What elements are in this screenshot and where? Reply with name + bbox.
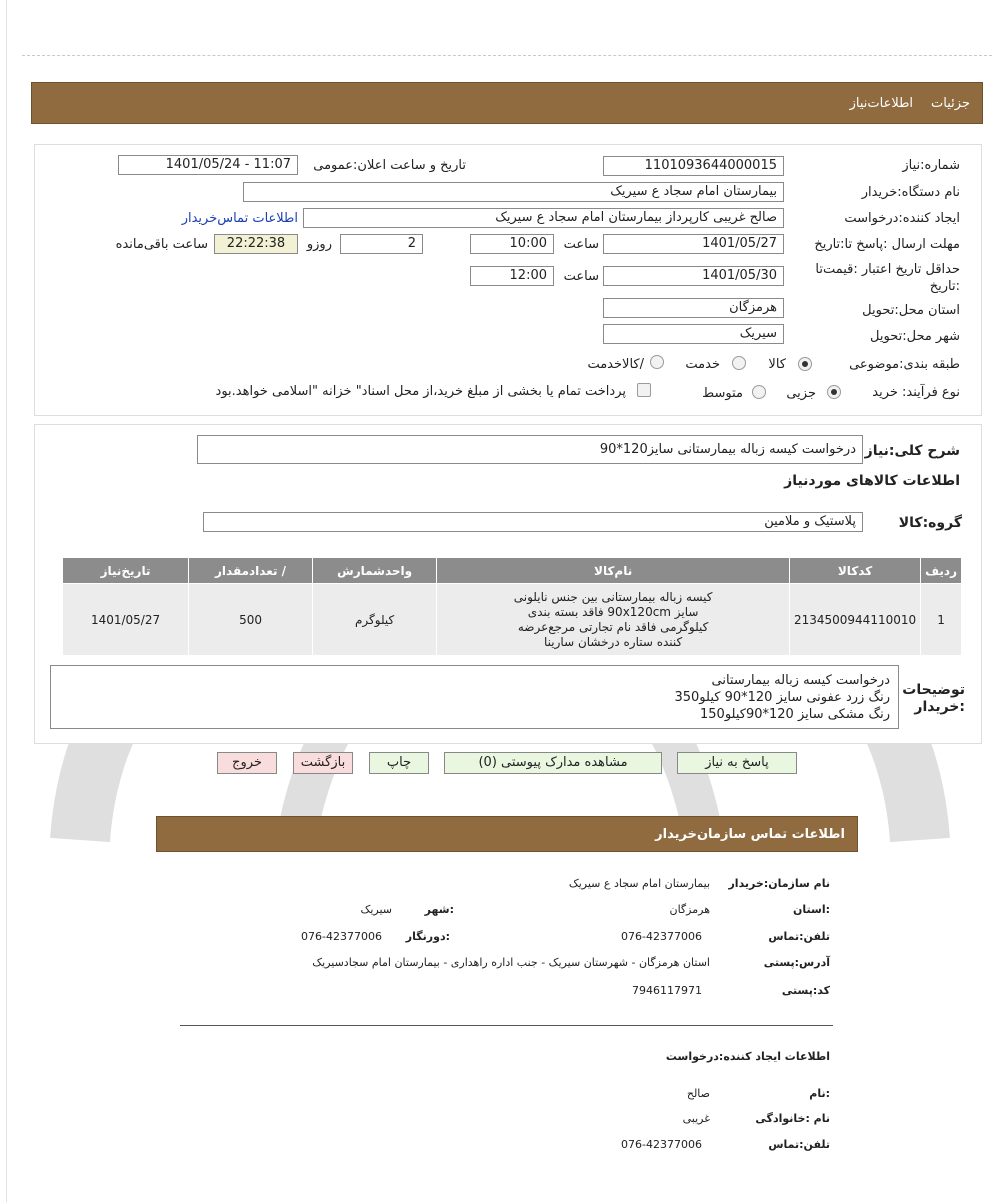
- page-left-border: [6, 0, 7, 1202]
- cell-unit: کیلوگرم: [312, 584, 436, 656]
- col-unit: واحدشمارش: [312, 558, 436, 584]
- process-radio-minor[interactable]: [827, 385, 841, 399]
- cell-code: 2134500944110010: [789, 584, 920, 656]
- deadline-label: مهلت ارسال :پاسخ تا:تاریخ: [814, 237, 960, 252]
- col-date: تاریخ‌نیاز: [63, 558, 189, 584]
- buyer-contact-title: اطلاعات تماس سازمان‌خریدار: [655, 826, 845, 842]
- province-field: هرمزگان: [603, 298, 784, 318]
- top-divider: [22, 55, 992, 56]
- validity-label-line2: :تاریخ: [929, 279, 960, 294]
- contact-org-value: بیمارستان امام سجاد ع سیریک: [568, 877, 710, 890]
- cell-name-line: کننده ستاره درخشان سارینا: [544, 634, 683, 649]
- creator-label: ایجاد کننده:درخواست: [844, 211, 960, 226]
- buyer-notes-line: رنگ مشکی سایز 120*90کیلو150: [700, 707, 890, 722]
- contact-fax-value: 076-42377006: [301, 930, 382, 943]
- cell-name-line: کیلوگرمی فاقد نام تجارتی مرجع‌عرضه: [517, 619, 709, 634]
- buyer-notes-line: رنگ زرد عفونی سایز 120*90 کیلو350: [674, 690, 890, 705]
- category-label: طبقه بندی:موضوعی: [849, 357, 960, 372]
- province-label: استان محل:تحویل: [862, 303, 960, 318]
- col-code: کدکالا: [789, 558, 920, 584]
- category-radio-service[interactable]: [732, 356, 746, 370]
- goods-table: [62, 557, 962, 656]
- process-label: نوع فرآیند: خرید: [872, 385, 960, 400]
- validity-hour-label: ساعت: [563, 269, 599, 284]
- deadline-hour-label: ساعت: [563, 237, 599, 252]
- contact-org-label: نام سازمان:خریدار: [728, 877, 830, 890]
- validity-date-field: 1401/05/30: [603, 266, 784, 286]
- buyer-notes-line: درخواست کیسه زباله بیمارستانی: [711, 673, 890, 688]
- creator-family-label: نام :خانوادگی: [755, 1112, 830, 1125]
- reply-button[interactable]: پاسخ به نیاز: [677, 752, 797, 774]
- need-number-label: شماره:نیاز: [902, 158, 960, 173]
- process-medium-label: متوسط: [702, 386, 743, 401]
- print-button[interactable]: چاپ: [369, 752, 429, 774]
- contact-phone-label: تلفن:تماس: [768, 930, 830, 943]
- cell-name-line: سایز 90x120cm فاقد بسته بندی: [527, 604, 699, 619]
- deadline-date-field: 1401/05/27: [603, 234, 784, 254]
- deadline-time-field: 10:00: [470, 234, 554, 254]
- remaining-label: ساعت باقی‌مانده: [115, 237, 208, 252]
- contact-address-label: آدرس:پستی: [763, 956, 830, 969]
- contact-postal-label: کد:پستی: [781, 984, 830, 997]
- treasury-note: پرداخت تمام یا بخشی از مبلغ خرید،از محل اسناد" خزانه "اسلامی خواهد.بود: [215, 384, 626, 399]
- goods-group-label: گروه:کالا: [898, 515, 962, 531]
- exit-button[interactable]: خروج: [217, 752, 277, 774]
- buyer-notes-box: [50, 665, 899, 729]
- col-name: نام‌کالا: [437, 558, 790, 584]
- category-goods-service-label: /کالاخدمت: [587, 357, 644, 372]
- tab-details[interactable]: جزئیات: [931, 95, 970, 111]
- col-qty: / تعدادمقدار: [189, 558, 313, 584]
- tab-need-info[interactable]: اطلاعات‌نیاز: [849, 95, 914, 111]
- contact-divider: [180, 1025, 833, 1026]
- creator-phone-value: 076-42377006: [621, 1138, 702, 1151]
- treasury-checkbox[interactable]: [637, 383, 651, 397]
- validity-time-field: 12:00: [470, 266, 554, 286]
- contact-postal-value: 7946117971: [632, 984, 702, 997]
- category-radio-goods[interactable]: [798, 357, 812, 371]
- goods-info-title: اطلاعات کالاهای موردنیاز: [784, 473, 960, 489]
- city-field: سیریک: [603, 324, 784, 344]
- summary-label: شرح کلی:نیاز: [864, 443, 960, 459]
- announce-field: 1401/05/24 - 11:07: [118, 155, 298, 175]
- remaining-timer: 22:22:38: [214, 234, 298, 254]
- creator-info-title: اطلاعات ایجاد کننده:درخواست: [665, 1050, 830, 1063]
- contact-phone-value: 076-42377006: [621, 930, 702, 943]
- goods-group-field: پلاستیک و ملامین: [203, 512, 863, 532]
- buyer-contact-header: [156, 816, 858, 852]
- announce-label: تاریخ و ساعت اعلان:عمومی: [313, 158, 466, 173]
- need-number-field: 1101093644000015: [603, 156, 784, 176]
- buyer-notes-label-1: توضیحات: [902, 682, 965, 698]
- buyer-notes-label-2: :خریدار: [914, 699, 965, 715]
- contact-province-value: هرمزگان: [669, 903, 710, 916]
- validity-label-line1: حداقل تاریخ اعتبار :قیمت‌تا: [815, 262, 960, 277]
- creator-phone-label: تلفن:تماس: [768, 1138, 830, 1151]
- cell-qty: 500: [189, 584, 313, 656]
- cell-name-line: کیسه زباله بیمارستانی بین جنس نایلونی: [513, 589, 713, 604]
- table-row: [63, 584, 962, 656]
- days-label: روزو: [306, 237, 332, 252]
- creator-name-label: :نام: [809, 1087, 830, 1100]
- contact-fax-label: :دورنگار: [405, 930, 450, 943]
- cell-name: [437, 584, 790, 656]
- cell-date: 1401/05/27: [63, 584, 189, 656]
- attachments-button[interactable]: مشاهده مدارک پیوستی (0): [444, 752, 662, 774]
- buyer-org-field: بیمارستان امام سجاد ع سیریک: [243, 182, 784, 202]
- contact-city-value: سیریک: [360, 903, 392, 916]
- city-label: شهر محل:تحویل: [870, 329, 960, 344]
- buyer-contact-link[interactable]: اطلاعات تماس‌خریدار: [181, 211, 298, 226]
- back-button[interactable]: بازگشت: [293, 752, 353, 774]
- summary-field: درخواست کیسه زباله بیمارستانی سایز120*90: [197, 435, 863, 464]
- creator-family-value: غریبی: [682, 1112, 710, 1125]
- cell-row: 1: [921, 584, 962, 656]
- contact-address-value: استان هرمزگان - شهرستان سیریک - جنب اداره راهداری - بیمارستان امام سجادسیریک: [312, 956, 710, 969]
- contact-province-label: :استان: [793, 903, 830, 916]
- process-minor-label: جزیی: [786, 386, 816, 401]
- buyer-org-label: نام دستگاه:خریدار: [861, 185, 960, 200]
- category-radio-goods-service[interactable]: [650, 355, 664, 369]
- need-info-header: [31, 82, 983, 124]
- contact-city-label: :شهر: [424, 903, 454, 916]
- creator-name-value: صالح: [686, 1087, 710, 1100]
- creator-field: صالح غریبی کارپرداز بیمارستان امام سجاد ع سیریک: [303, 208, 784, 228]
- category-service-label: خدمت: [685, 357, 720, 372]
- col-row: ردیف: [921, 558, 962, 584]
- process-radio-medium[interactable]: [752, 385, 766, 399]
- days-field: 2: [340, 234, 423, 254]
- category-goods-label: کالا: [768, 357, 786, 372]
